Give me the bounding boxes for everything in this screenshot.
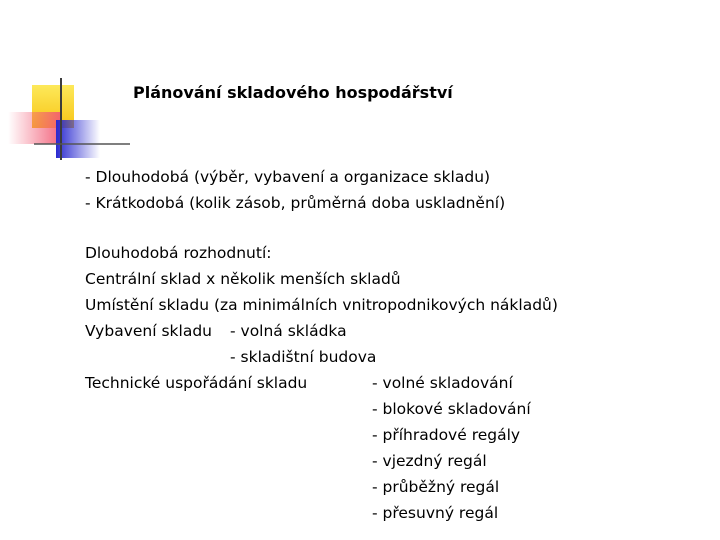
technical-label: Technické uspořádání skladu: [85, 374, 308, 392]
equipment-label: Vybavení skladu: [85, 322, 212, 340]
technical-option: - přesuvný regál: [372, 504, 499, 522]
decision-central: Centrální sklad x několik menších skladů: [85, 270, 401, 288]
logo-red-fade: [8, 112, 60, 144]
technical-option: - blokové skladování: [372, 400, 531, 418]
logo-blue-fade: [56, 120, 100, 158]
equipment-option: - volná skládka: [230, 322, 347, 340]
decisions-heading: Dlouhodobá rozhodnutí:: [85, 244, 272, 262]
intro-line-short-term: - Krátkodobá (kolik zásob, průměrná doba uskladnění): [85, 194, 506, 212]
equipment-option: - skladištní budova: [230, 348, 377, 366]
technical-option: - vjezdný regál: [372, 452, 487, 470]
slide-title: Plánování skladového hospodářství: [133, 83, 453, 102]
decision-location: Umístění skladu (za minimálních vnitropodnikových nákladů): [85, 296, 558, 314]
intro-line-long-term: - Dlouhodobá (výběr, vybavení a organizace skladu): [85, 168, 491, 186]
technical-option: - průběžný regál: [372, 478, 500, 496]
logo-yellow-square: [32, 85, 74, 128]
technical-option: - příhradové regály: [372, 426, 521, 444]
technical-option: - volné skladování: [372, 374, 513, 392]
